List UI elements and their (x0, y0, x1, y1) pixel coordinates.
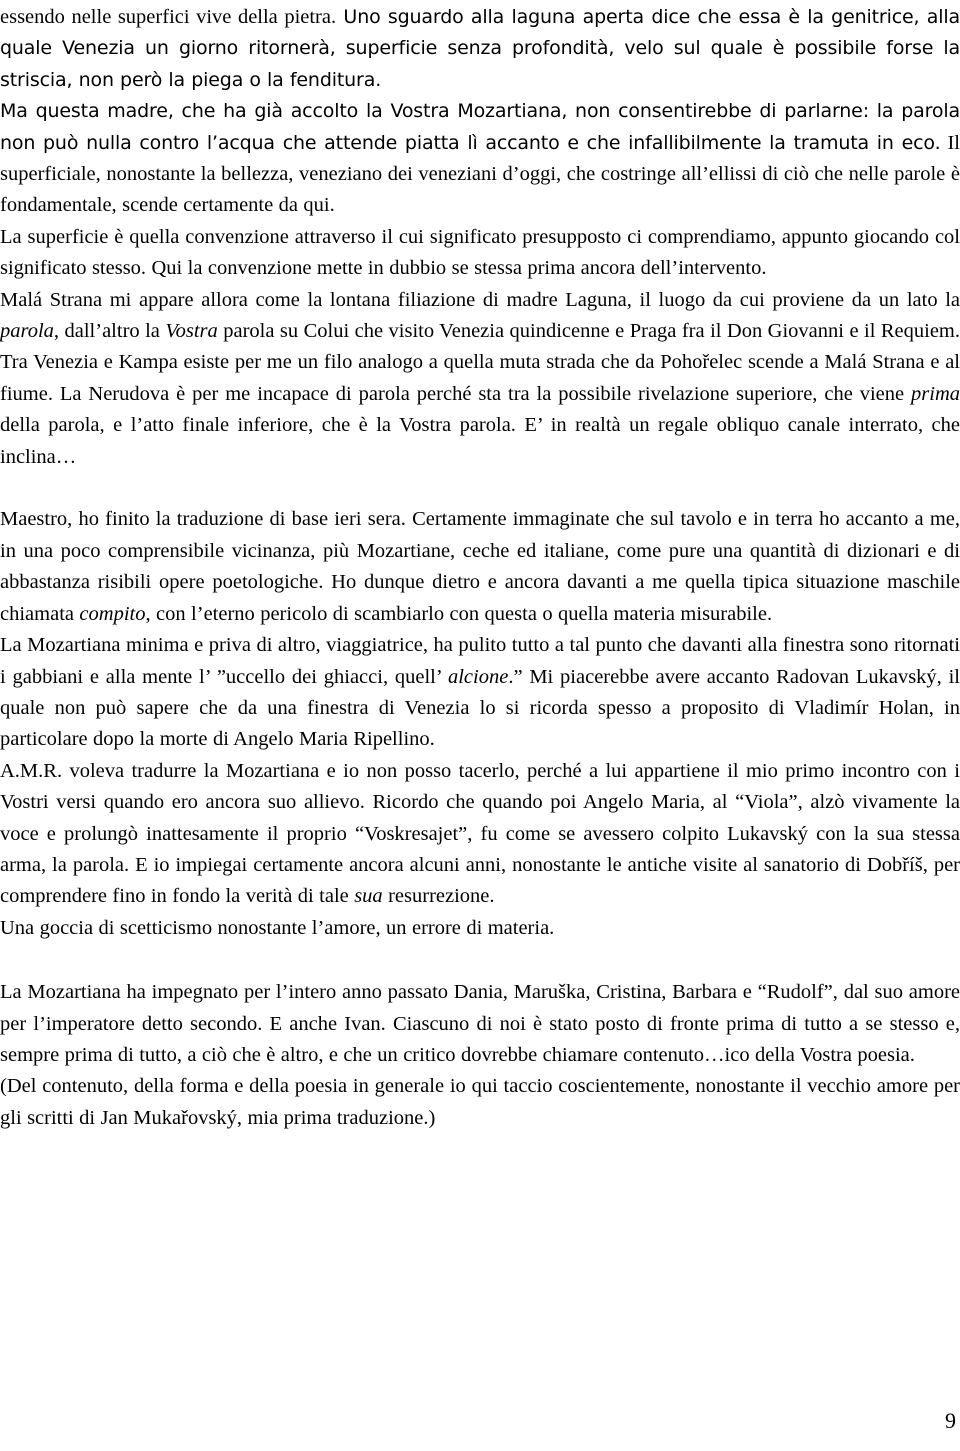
text-run: Il superficiale, nonostante la bellezza, veneziano dei veneziani d’oggi, che costringe all’ellissi di ciò che nelle parole è fondamentale, scende certamente da qui. (0, 131, 960, 217)
paragraph-spacer (0, 944, 960, 977)
page-number: 9 (945, 1408, 956, 1433)
text-run: resurrezione. (382, 885, 495, 908)
paragraph-madre (0, 96, 960, 222)
text-run: Qui la convenzione mette in dubbio se stessa prima ancora dell’intervento. (146, 257, 767, 280)
text-run: della parola, e l’atto finale inferiore, che è la Vostra parola. E’ in realtà un regale obliquo canale interrato, che inclina… (0, 414, 960, 468)
paragraph-contenuto: (Del contenuto, della forma e della poesia in generale io qui taccio coscientemente, nonostante il vecchio amore per gli scritti di Jan Mukařovský, mia prima traduzione.) (0, 1075, 960, 1129)
text-run: Uno sguardo alla laguna aperta dice che essa è la genitrice, alla quale Venezia un giorno ritornerà, superficie senza profondità, velo sul quale è possibile forse la striscia, non però la piega o la fenditura. (0, 6, 960, 91)
text-run: Malá Strana mi appare allora come la lontana filiazione di madre Laguna, il luogo da cui proviene da un lato la (0, 288, 960, 311)
italic-word: alcione (447, 665, 509, 688)
text-run: , dall’altro la (53, 320, 166, 343)
text-run: Ma questa madre, che ha già accolto la Vostra Mozartiana, non consentirebbe di parlarne: la parola non può nulla contro l’acqua che attende piatta lì accanto e che infallibilmente la tramuta in eco. (0, 100, 960, 154)
paragraph-amr (0, 756, 960, 913)
text-run: parola su Colui che visito Venezia quindicenne e Praga fra il Don Giovanni e il Requiem. Tra Venezia e Kampa esiste per me un filo analogo a quella muta strada che da Pohořelec scende a Malá Strana e al fiume. La Nerudova è per me incapace di parola perché sta tra la possibile rivelazione superiore, che viene (0, 320, 960, 405)
text-run: La Mozartiana minima e priva di altro, viaggiatrice, ha pulito tutto a tal punto che davanti alla finestra sono ritornati i gabbiani e alla mente l’ ”uccello dei ghiacci, quell’ (0, 634, 960, 688)
paragraph-maestro (0, 504, 960, 630)
paragraph-superficie (0, 222, 960, 285)
paragraph-mozartiana-minima (0, 630, 960, 756)
paragraph-goccia: Una goccia di scetticismo nonostante l’amore, un errore di materia. (0, 916, 555, 939)
text-run: A.M.R. voleva tradurre la Mozartiana e io non posso tacerlo, perché a lui appartiene il mio primo incontro con i Vostri versi quando ero ancora suo allievo. Ricordo che quando poi Angelo Maria, al “Viola”, alzò vivamente la voce e prolungò inattesamente il proprio “Voskresajet”, fu come se avessero colpito Lukavský con la sua stessa arma, la parola. E io impiegai certamente ancora alcuni anni, nonostante le antiche visite al sanatorio di Dobříš, per comprendere fino in fondo la verità di tale (0, 759, 960, 908)
italic-word: parola (0, 320, 54, 343)
italic-word: sua (354, 885, 383, 908)
text-run: La superficie è quella convenzione attraverso il cui significato presupposto ci comprendiamo, appunto giocando col significato stesso. (0, 225, 960, 280)
paragraph-laguna (0, 2, 960, 96)
italic-word: Vostra (165, 320, 218, 343)
paragraph-impegno: La Mozartiana ha impegnato per l’intero anno passato Dania, Maruška, Cristina, Barbara e “Rudolf”, dal suo amore per l’imperatore detto secondo. E anche Ivan. Ciascuno di noi è stato posto di fronte prima di tutto a se stesso e, sempre prima di tutto, a ciò che è altro, e che un critico dovrebbe chiamare contenuto…ico della Vostra poesia. (0, 981, 960, 1066)
text-run: essendo nelle superfici vive della pietra. (0, 6, 337, 28)
paragraph-mala-strana (0, 285, 960, 473)
italic-word: prima (911, 382, 960, 405)
text-run: , con l’eterno pericolo di scambiarlo con questa o quella materia misurabile. (145, 602, 773, 625)
paragraph-spacer (0, 473, 960, 504)
italic-word: compito (79, 602, 146, 625)
text-run: .” Mi piacerebbe avere accanto Radovan Lukavský, il quale non può sapere che da una finestra di Venezia lo si ricorda spesso a proposito di Vladimír Holan, in particolare dopo la morte di Angelo Maria Ripellino. (0, 665, 960, 751)
text-run: Maestro, ho finito la traduzione di base ieri sera. Certamente immaginate che sul tavolo e in terra ho accanto a me, in una poco comprensibile vicinanza, più Mozartiane, ceche ed italiane, come pure una quantità di dizionari e di abbastanza risibili opere poetologiche. Ho dunque dietro e ancora davanti a me quella tipica situazione maschile chiamata (0, 508, 960, 625)
